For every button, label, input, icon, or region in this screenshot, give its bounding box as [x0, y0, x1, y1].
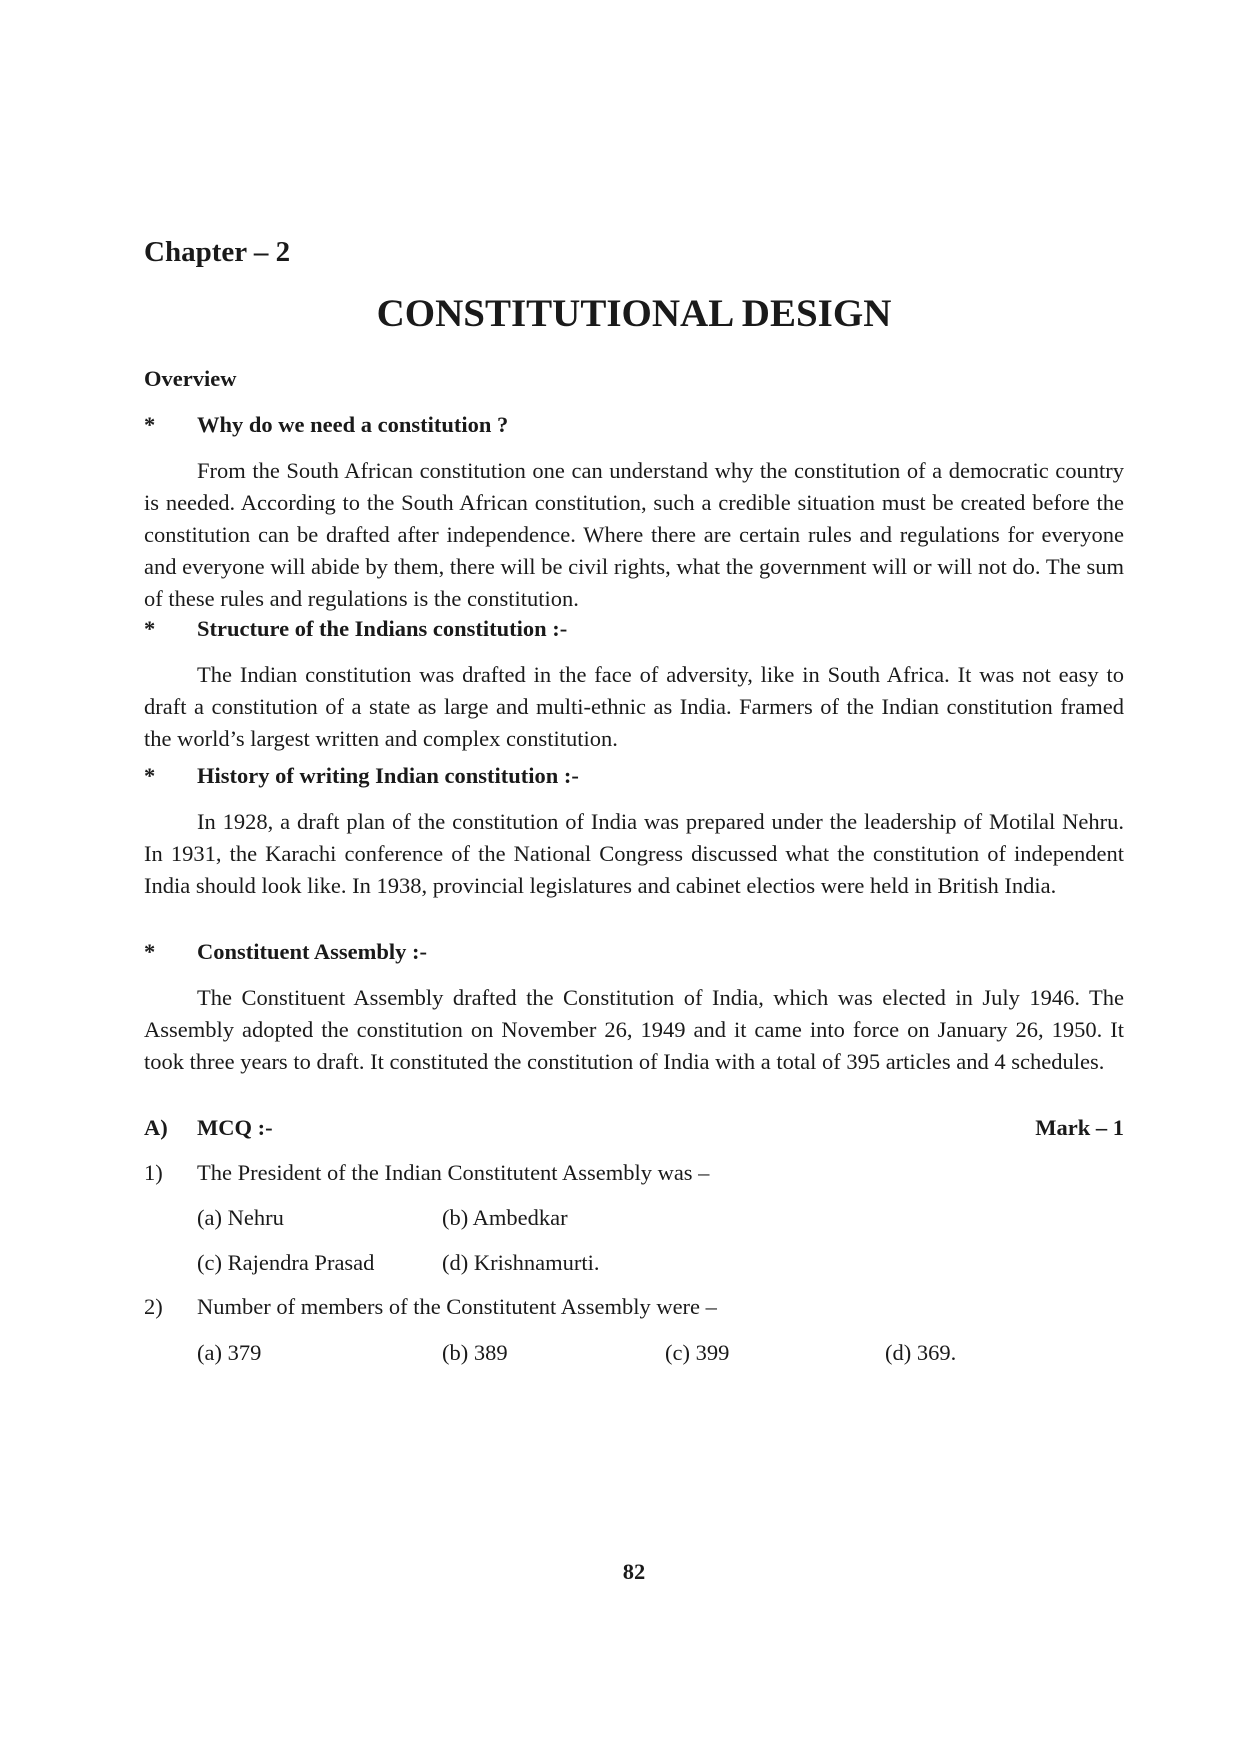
section-heading-text: Structure of the Indians constitution :- — [197, 616, 568, 641]
option-b: (b) 389 — [442, 1340, 508, 1365]
chapter-title: CONSTITUTIONAL DESIGN — [376, 292, 892, 335]
page-number: 82 — [622, 1559, 646, 1584]
option-c: (c) Rajendra Prasad — [197, 1250, 375, 1275]
bullet-mark: * — [144, 412, 156, 437]
bullet-mark: * — [144, 763, 156, 788]
section-heading-text: History of writing Indian constitution :- — [197, 763, 579, 788]
mcq-marks: Mark – 1 — [1035, 1115, 1124, 1140]
option-c: (c) 399 — [665, 1340, 730, 1365]
question-number: 2) — [144, 1294, 163, 1319]
question-text: Number of members of the Constitutent Assembly were – — [197, 1294, 717, 1319]
chapter-label: Chapter – 2 — [144, 236, 291, 268]
bullet-mark: * — [144, 616, 156, 641]
option-b: (b) Ambedkar — [442, 1205, 568, 1230]
bullet-mark: * — [144, 939, 156, 964]
section-heading-text: Why do we need a constitution ? — [197, 412, 509, 437]
section-heading-text: Constituent Assembly :- — [197, 939, 428, 964]
option-d: (d) 369. — [885, 1340, 957, 1365]
question-text: The President of the Indian Constitutent Assembly was – — [197, 1160, 710, 1185]
section-body-why-constitution: From the South African constitution one can understand why the constitution of a democratic country is needed. According to the South African constitution, such a credible situation must be created before the constitution can be drafted after independence. Where there are certain rules and regulations for everyone and everyone will abide by them, there will be civil rights, what the government will or will not do. The sum of these rules and regulations is the constitution. — [144, 458, 1124, 611]
section-body-constituent-assembly: The Constituent Assembly drafted the Constitution of India, which was elected in July 1946. The Assembly adopted the constitution on November 26, 1949 and it came into force on January 26, 1950. It took three years to draft. It constituted the constitution of India with a total of 395 articles and 4 schedules. — [144, 985, 1124, 1074]
question-number: 1) — [144, 1160, 163, 1185]
section-body-structure: The Indian constitution was drafted in the face of adversity, like in South Africa. It was not easy to draft a constitution of a state as large and multi-ethnic as India. Farmers of the Indian constitution framed the world’s largest written and complex constitution. — [144, 662, 1124, 751]
mcq-heading-text: MCQ :- — [197, 1115, 273, 1140]
overview-heading: Overview — [144, 366, 237, 391]
mcq-label: A) — [144, 1115, 168, 1140]
section-body-history: In 1928, a draft plan of the constitution of India was prepared under the leadership of Motilal Nehru. In 1931, the Karachi conference of the National Congress discussed what the constitution of independent India should look like. In 1938, provincial legislatures and cabinet electios were held in British India. — [144, 809, 1124, 898]
option-d: (d) Krishnamurti. — [442, 1250, 600, 1275]
option-a: (a) Nehru — [197, 1205, 284, 1230]
option-a: (a) 379 — [197, 1340, 262, 1365]
